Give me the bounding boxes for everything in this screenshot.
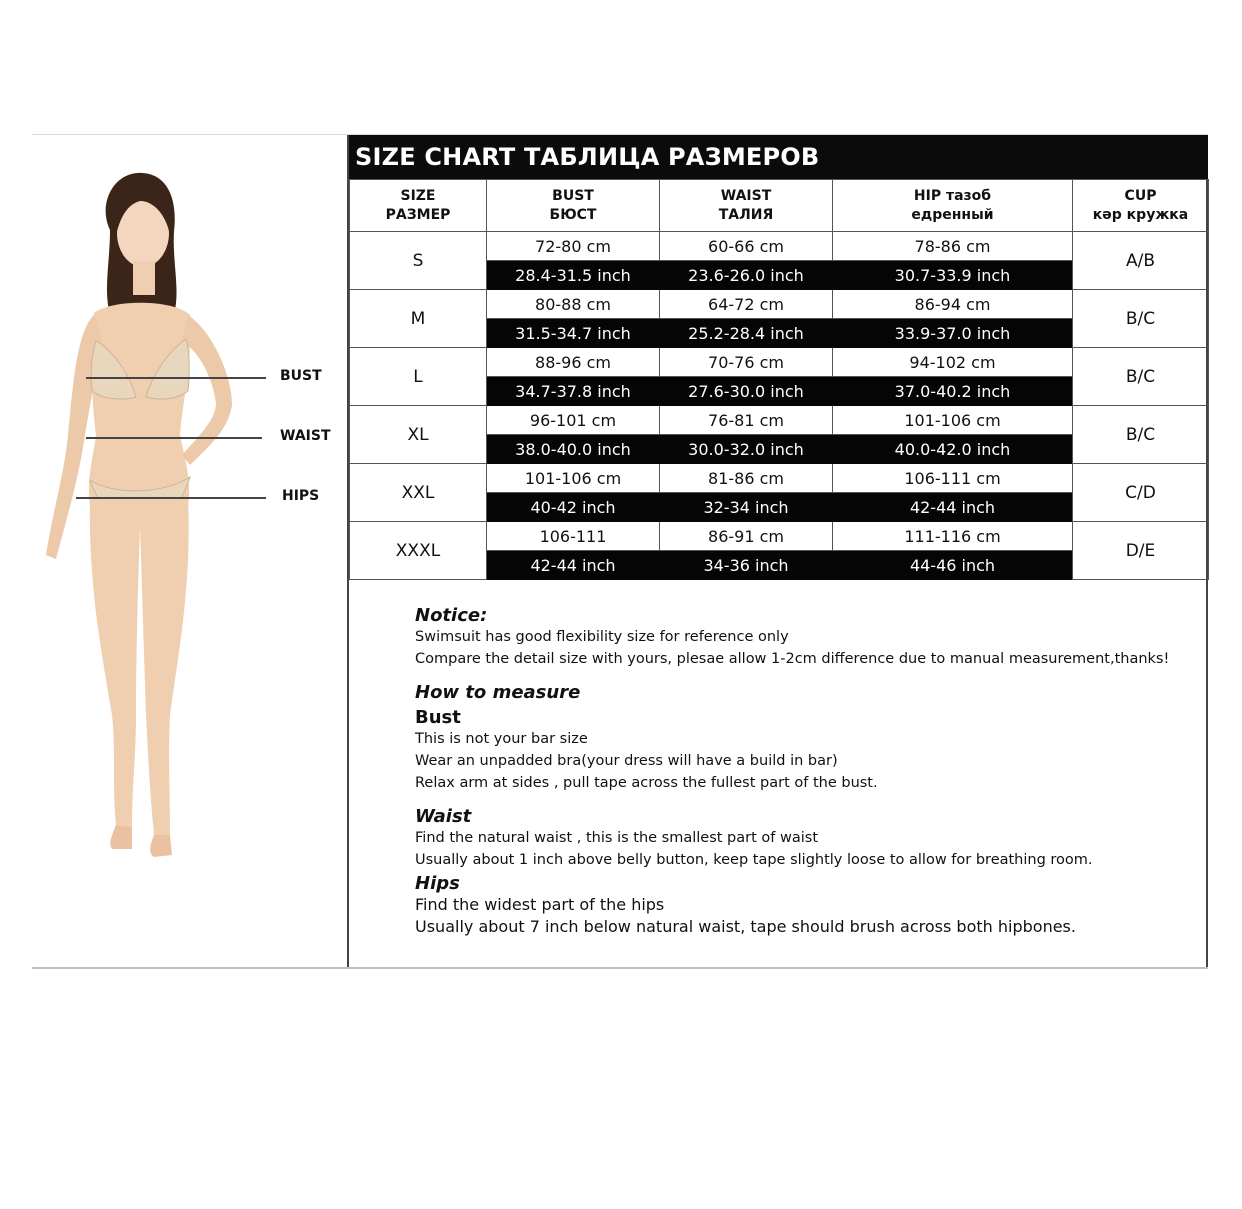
hip-inch-cell: 30.7-33.9 inch: [833, 261, 1073, 290]
hip-inch-cell: 37.0-40.2 inch: [833, 377, 1073, 406]
table-row: [350, 464, 1209, 493]
bust-inch-cell: 28.4-31.5 inch: [487, 261, 660, 290]
model-figure: [32, 135, 348, 967]
size-cell: XL: [350, 406, 487, 464]
bust-inch-cell: 40-42 inch: [487, 493, 660, 522]
waist-inch-cell: 23.6-26.0 inch: [660, 261, 833, 290]
size-cell: L: [350, 348, 487, 406]
hips-heading: Hips: [415, 873, 460, 894]
hip-inch-cell: 40.0-42.0 inch: [833, 435, 1073, 464]
hips-line-text: Usually about 7 inch below natural waist, tape should brush across both hipbones.: [415, 917, 1076, 936]
waist-inch-cell: 30.0-32.0 inch: [660, 435, 833, 464]
bust-cm-cell: 96-101 cm: [487, 406, 660, 435]
hip-cm-cell: 101-106 cm: [833, 406, 1073, 435]
bust-cm-cell: 106-111: [487, 522, 660, 551]
waist-cm-cell: 60-66 cm: [660, 232, 833, 261]
right-arm: [182, 315, 232, 465]
legs: [90, 497, 189, 835]
waist-cm-cell: 64-72 cm: [660, 290, 833, 319]
how-to-heading: How to measure: [415, 682, 581, 703]
hip-cm-cell: 111-116 cm: [833, 522, 1073, 551]
hip-cm-cell: 86-94 cm: [833, 290, 1073, 319]
waist-cm-cell: 86-91 cm: [660, 522, 833, 551]
hip-inch-cell: 44-46 inch: [833, 551, 1073, 580]
bust-line-text: Relax arm at sides , pull tape across the fullest part of the bust.: [415, 775, 878, 791]
hip-cm-cell: 106-111 cm: [833, 464, 1073, 493]
waist-label: WAIST: [280, 428, 331, 444]
hip-inch-cell: 42-44 inch: [833, 493, 1073, 522]
waist-line-text: Find the natural waist , this is the smallest part of waist: [415, 830, 818, 846]
table-row: [350, 522, 1209, 551]
bust-inch-cell: 34.7-37.8 inch: [487, 377, 660, 406]
notice-heading: Notice:: [415, 605, 488, 626]
hips-line: [76, 497, 266, 499]
bust-label: BUST: [280, 368, 322, 384]
cup-cell: B/C: [1073, 348, 1209, 406]
cup-cell: C/D: [1073, 464, 1209, 522]
hip-inch-cell: 33.9-37.0 inch: [833, 319, 1073, 348]
waist-inch-cell: 25.2-28.4 inch: [660, 319, 833, 348]
table-row: [350, 348, 1209, 377]
bust-cm-cell: 101-106 cm: [487, 464, 660, 493]
header-bust: BUST БЮСТ: [487, 180, 660, 232]
cup-cell: B/C: [1073, 406, 1209, 464]
bust-cm-cell: 72-80 cm: [487, 232, 660, 261]
chart-title: SIZE CHART ТАБЛИЦА РАЗМЕРОВ: [349, 135, 1208, 179]
notes-section: [415, 605, 1205, 938]
hips-line-text: Find the widest part of the hips: [415, 895, 665, 914]
notice-line: Swimsuit has good flexibility size for reference only: [415, 629, 789, 645]
table-row: [350, 406, 1209, 435]
size-cell: S: [350, 232, 487, 290]
notice-line: Compare the detail size with yours, plesae allow 1-2cm difference due to manual measurement,thanks!: [415, 651, 1170, 667]
header-hip: HIP тазоб едренный: [833, 180, 1073, 232]
waist-inch-cell: 27.6-30.0 inch: [660, 377, 833, 406]
bust-inch-cell: 42-44 inch: [487, 551, 660, 580]
frame-bottom-line: [32, 967, 1208, 969]
waist-cm-cell: 81-86 cm: [660, 464, 833, 493]
waist-cm-cell: 70-76 cm: [660, 348, 833, 377]
table-row: [350, 232, 1209, 261]
waist-heading: Waist: [415, 806, 472, 827]
header-waist: WAIST ТАЛИЯ: [660, 180, 833, 232]
model-figure-panel: [32, 135, 348, 967]
bust-inch-cell: 31.5-34.7 inch: [487, 319, 660, 348]
size-cell: M: [350, 290, 487, 348]
cup-cell: A/B: [1073, 232, 1209, 290]
bust-line-text: Wear an unpadded bra(your dress will have a build in bar): [415, 753, 838, 769]
bust-inch-cell: 38.0-40.0 inch: [487, 435, 660, 464]
size-cell: XXL: [350, 464, 487, 522]
size-chart-panel: [347, 135, 1208, 968]
cup-cell: B/C: [1073, 290, 1209, 348]
bust-cm-cell: 80-88 cm: [487, 290, 660, 319]
bust-cm-cell: 88-96 cm: [487, 348, 660, 377]
header-cup: CUP кәр кружка: [1073, 180, 1209, 232]
table-row: [350, 290, 1209, 319]
waist-inch-cell: 32-34 inch: [660, 493, 833, 522]
waist-line-text: Usually about 1 inch above belly button, keep tape slightly loose to allow for breathing room.: [415, 852, 1093, 868]
cup-cell: D/E: [1073, 522, 1209, 580]
bust-line-text: This is not your bar size: [415, 731, 588, 747]
bust-line: [86, 377, 266, 379]
header-size: SIZE РАЗМЕР: [350, 180, 487, 232]
size-cell: XXXL: [350, 522, 487, 580]
torso: [89, 303, 190, 505]
size-table: [349, 179, 1209, 580]
hip-cm-cell: 78-86 cm: [833, 232, 1073, 261]
waist-cm-cell: 76-81 cm: [660, 406, 833, 435]
neck: [133, 261, 155, 295]
hip-cm-cell: 94-102 cm: [833, 348, 1073, 377]
waist-inch-cell: 34-36 inch: [660, 551, 833, 580]
waist-line: [86, 437, 262, 439]
bust-heading: Bust: [415, 707, 461, 728]
hips-label: HIPS: [282, 488, 320, 504]
header-row: [350, 180, 1209, 232]
